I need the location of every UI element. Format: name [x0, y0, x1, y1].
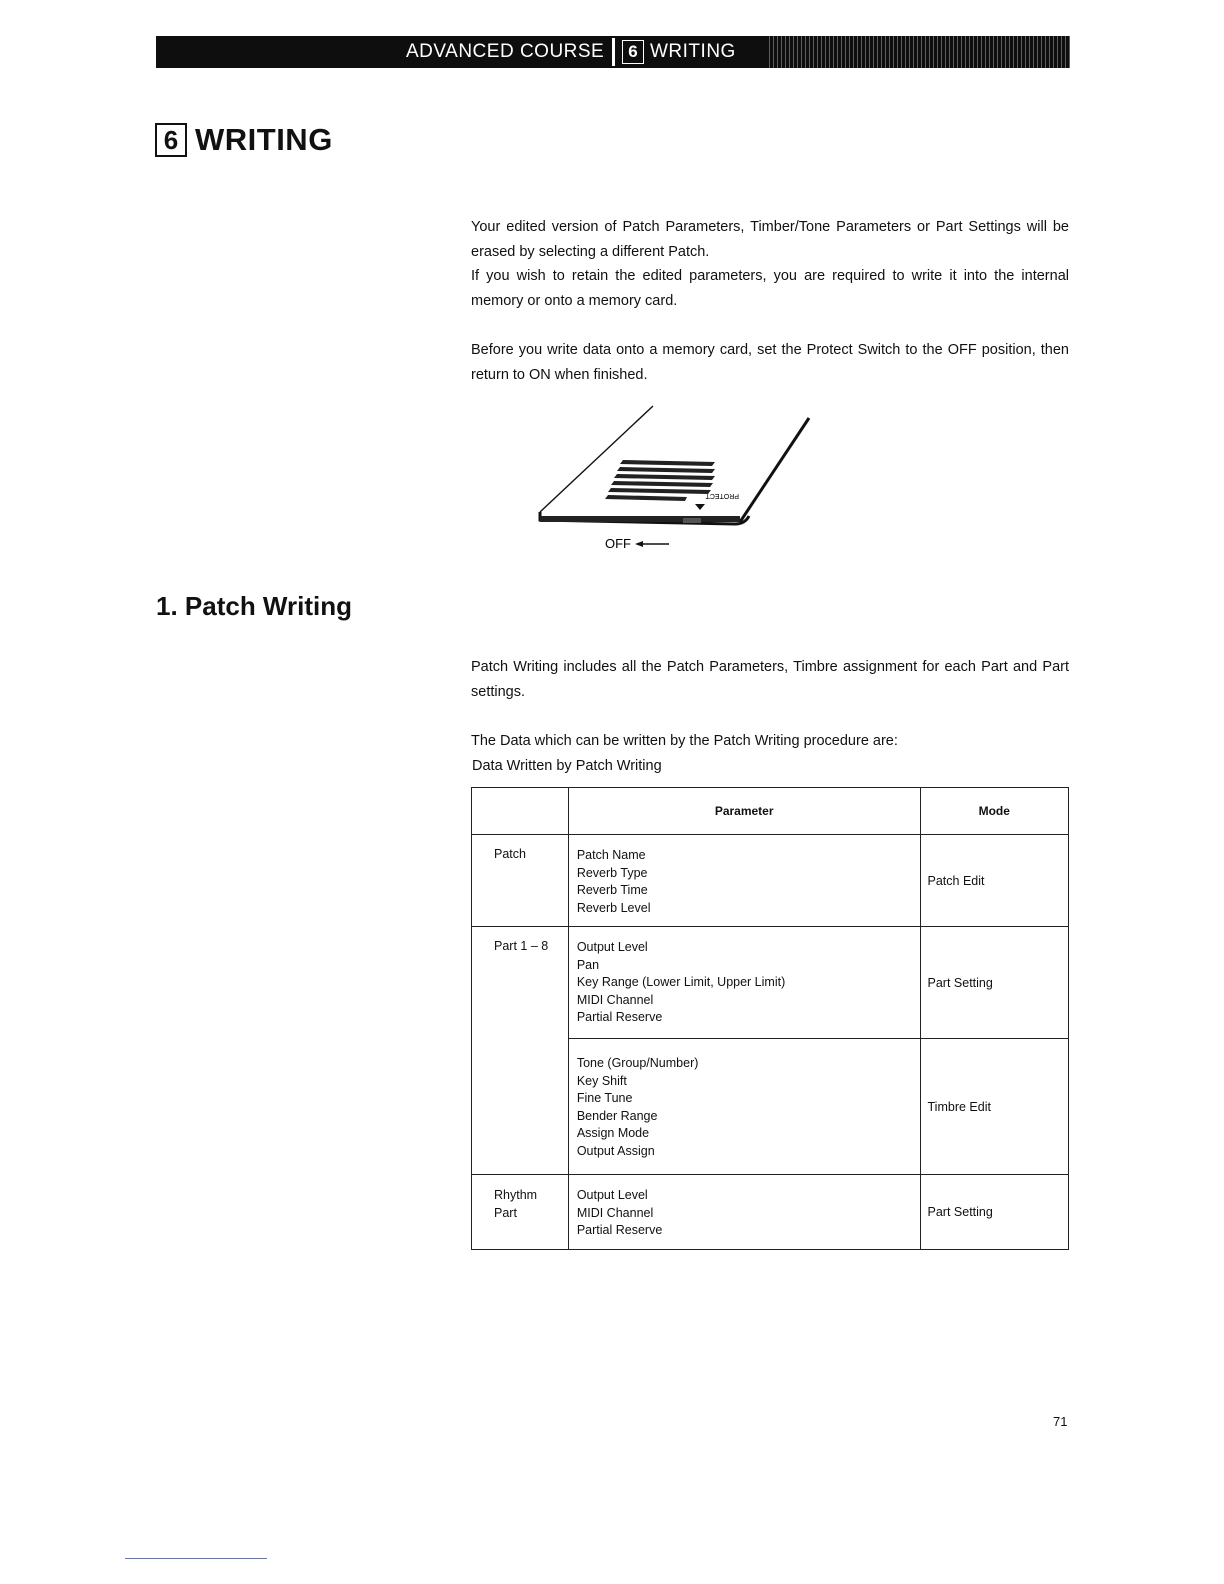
row-params	[568, 835, 920, 927]
row-mode: Part Setting	[920, 1175, 1068, 1250]
param-item: Reverb Level	[576, 900, 651, 915]
protect-label: PROTECT	[705, 492, 739, 499]
param-item: Fine Tune	[576, 1091, 633, 1105]
page-title	[155, 118, 333, 162]
page-number: 71	[1053, 1414, 1068, 1429]
header-separator	[612, 38, 615, 66]
param-item: Reverb Time	[576, 883, 648, 897]
intro-paragraph-2: If you wish to retain the edited parameters, you are required to write it into the internal memory or onto a memory card.	[471, 268, 1069, 309]
table-caption: Data Written by Patch Writing	[472, 758, 662, 774]
header-course: ADVANCED COURSE	[406, 41, 605, 62]
page-title-number: 6	[155, 123, 187, 157]
section-title-patch-writing: 1. Patch Writing	[156, 591, 352, 621]
header-texture	[766, 36, 1070, 68]
row-params	[568, 1039, 920, 1175]
row-mode: Timbre Edit	[920, 1039, 1068, 1175]
row-params	[568, 1175, 920, 1250]
param-item: Assign Mode	[576, 1126, 650, 1140]
page-title-text: WRITING	[195, 122, 333, 157]
footer-rule	[125, 1558, 267, 1559]
param-item: Output Level	[576, 1188, 648, 1202]
patch-paragraph-2: The Data which can be written by the Patch Writing procedure are:	[471, 733, 898, 749]
param-item: Output Level	[576, 940, 648, 954]
header-section-number: 6	[622, 40, 644, 64]
param-item: Key Shift	[576, 1073, 627, 1088]
param-item: Tone (Group/Number)	[576, 1056, 699, 1070]
row-category: Patch	[472, 835, 569, 927]
param-item: Reverb Type	[576, 865, 648, 880]
header-bar	[156, 36, 1070, 68]
param-item: Pan	[576, 957, 600, 972]
param-item: Output Assign	[576, 1143, 655, 1158]
protect-switch-icon	[683, 518, 701, 523]
param-item: MIDI Channel	[576, 1205, 654, 1220]
patch-paragraph-1: Patch Writing includes all the Patch Parameters, Timbre assignment for each Part and Part settings.	[471, 659, 1069, 700]
patch-writing-table	[471, 787, 1069, 1250]
row-mode: Part Setting	[920, 927, 1068, 1039]
table-row	[472, 1175, 1069, 1250]
row-params	[568, 927, 920, 1039]
table-row	[472, 927, 1069, 1039]
header-section-label: WRITING	[650, 41, 736, 62]
protect-arrow-icon	[695, 504, 705, 510]
param-item: Partial Reserve	[576, 1223, 663, 1237]
table-header-row	[472, 788, 1069, 835]
memory-card-illustration	[535, 400, 825, 560]
intro-paragraph-1: Your edited version of Patch Parameters, Timber/Tone Parameters or Part Settings will be erased by selecting a different Patch.	[471, 219, 1069, 260]
table-header-category	[472, 788, 569, 835]
off-label: OFF	[605, 536, 631, 551]
table-header-mode: Mode	[920, 788, 1068, 835]
intro-paragraph-3: Before you write data onto a memory card, set the Protect Switch to the OFF position, then return to ON when finished.	[471, 342, 1069, 383]
param-item: Patch Name	[576, 848, 646, 862]
row-mode: Patch Edit	[920, 835, 1068, 927]
param-item: Key Range (Lower Limit, Upper Limit)	[576, 975, 786, 989]
table-header-parameter: Parameter	[568, 788, 920, 835]
table-row	[472, 835, 1069, 927]
param-item: MIDI Channel	[576, 992, 654, 1007]
param-item: Partial Reserve	[576, 1010, 663, 1024]
param-item: Bender Range	[576, 1108, 658, 1123]
row-category: Rhythm Part	[472, 1175, 569, 1250]
row-category: Part 1 – 8	[472, 927, 569, 1175]
